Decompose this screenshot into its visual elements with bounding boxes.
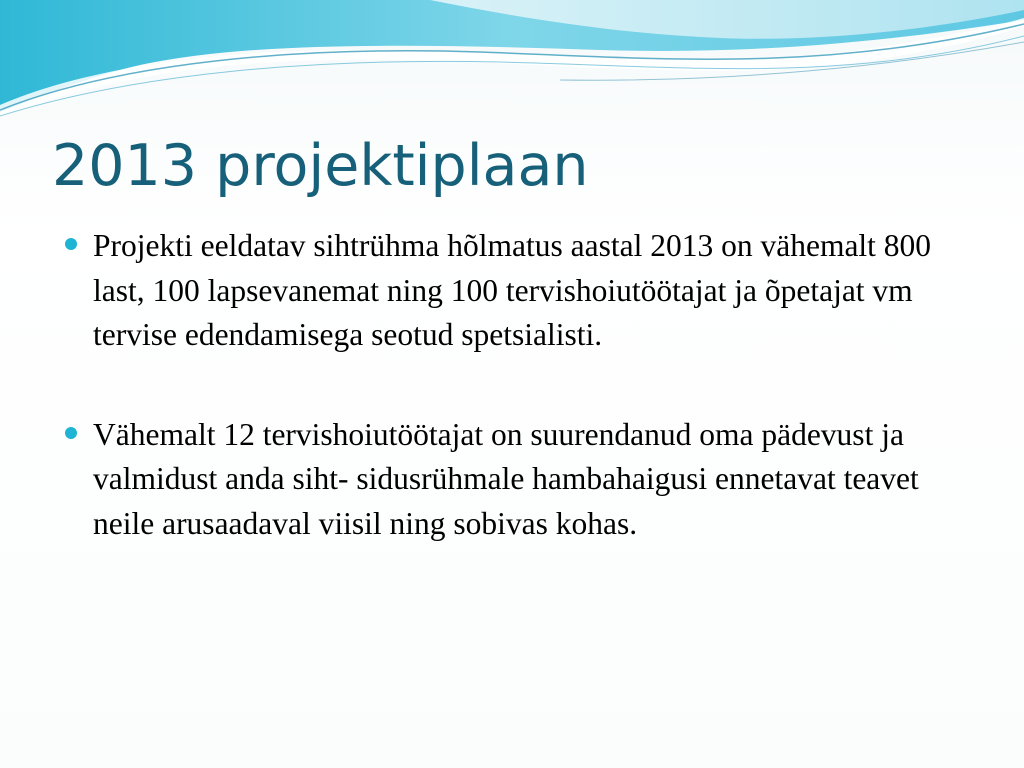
- decorative-wave-header: [0, 0, 1024, 130]
- bullet-dot-icon: [65, 238, 77, 250]
- bullet-text: Projekti eeldatav sihtrühma hõlmatus aastal 2013 on vähemalt 800 last, 100 lapsevanemat ning 100 tervishoiutöötajat ja õpetajat vm tervise edendamisega seotud spetsialisti.: [93, 228, 932, 352]
- slide-title: 2013 projektiplaan: [52, 133, 589, 199]
- bullet-dot-icon: [65, 427, 77, 439]
- bullet-item: [62, 413, 967, 547]
- bullet-text: Vähemalt 12 tervishoiutöötajat on suurendanud oma pädevust ja valmidust anda siht- sidusrühmale hambahaigusi ennetavat teavet neile arusaadaval viisil ning sobivas kohas.: [93, 416, 919, 541]
- bullet-item: [62, 224, 967, 358]
- bullet-list: [62, 224, 967, 546]
